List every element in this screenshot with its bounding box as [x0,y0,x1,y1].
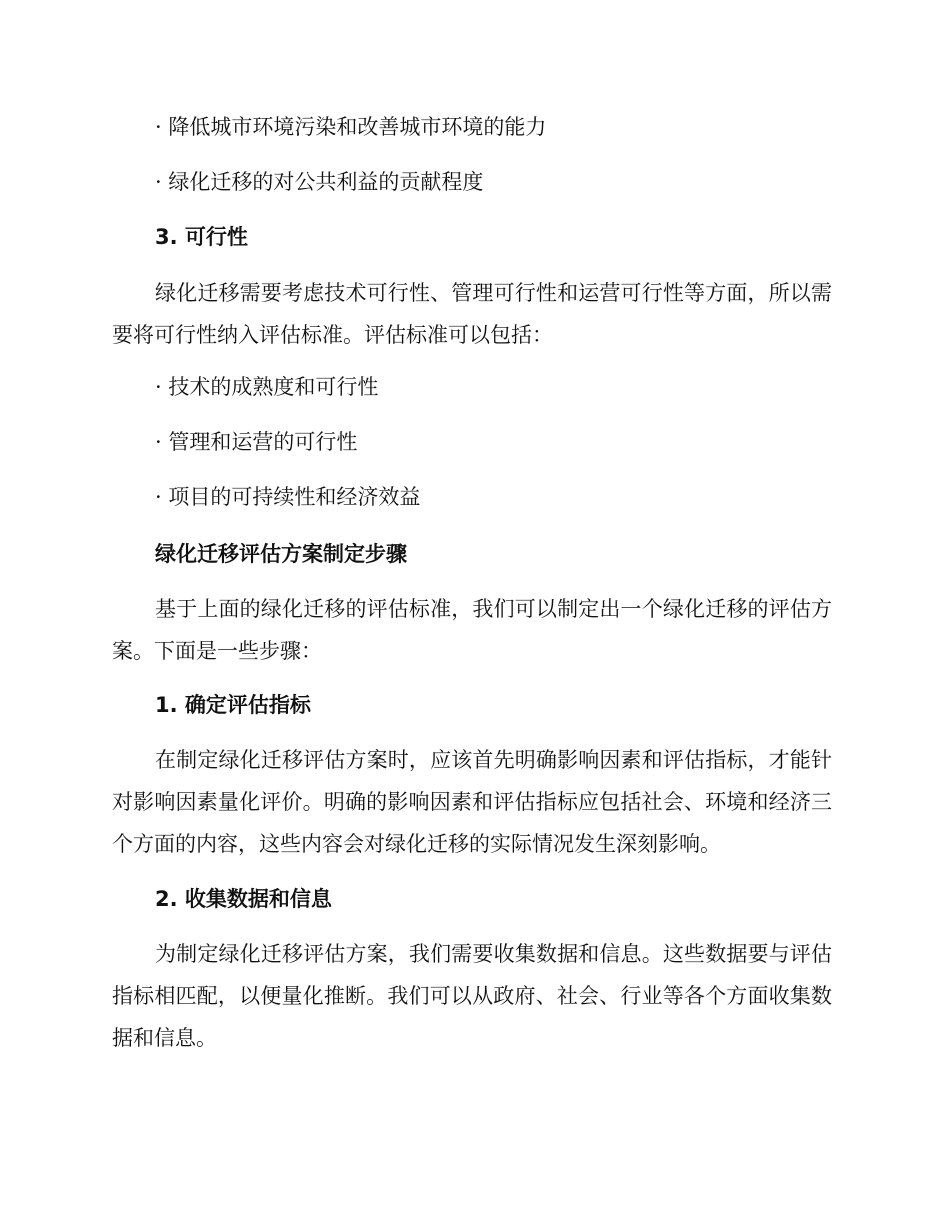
paragraph: 基于上面的绿化迁移的评估标准，我们可以制定出一个绿化迁移的评估方案。下面是一些步骤： [112,597,832,663]
bullet-item: · 降低城市环境污染和改善城市环境的能力 [155,115,547,139]
paragraph: 为制定绿化迁移评估方案，我们需要收集数据和信息。这些数据要与评估指标相匹配，以便量化推断。我们可以从政府、社会、行业等各个方面收集数据和信息。 [112,942,832,1050]
paragraph: 绿化迁移需要考虑技术可行性、管理可行性和运营可行性等方面，所以需要将可行性纳入评估标准。评估标准可以包括： [112,281,832,347]
section-heading: 3. 可行性 [155,225,248,249]
bullet-item: · 绿化迁移的对公共利益的贡献程度 [155,170,484,194]
bullet-item: · 项目的可持续性和经济效益 [155,485,421,509]
section-heading: 绿化迁移评估方案制定步骤 [155,542,407,566]
section-heading: 2. 收集数据和信息 [155,887,332,911]
bullet-item: · 技术的成熟度和可行性 [155,375,379,399]
paragraph: 在制定绿化迁移评估方案时，应该首先明确影响因素和评估指标，才能针对影响因素量化评价。明确的影响因素和评估指标应包括社会、环境和经济三个方面的内容，这些内容会对绿化迁移的实际情况发生深刻影响。 [112,748,832,856]
bullet-item: · 管理和运营的可行性 [155,430,358,454]
section-heading: 1. 确定评估指标 [155,693,311,717]
